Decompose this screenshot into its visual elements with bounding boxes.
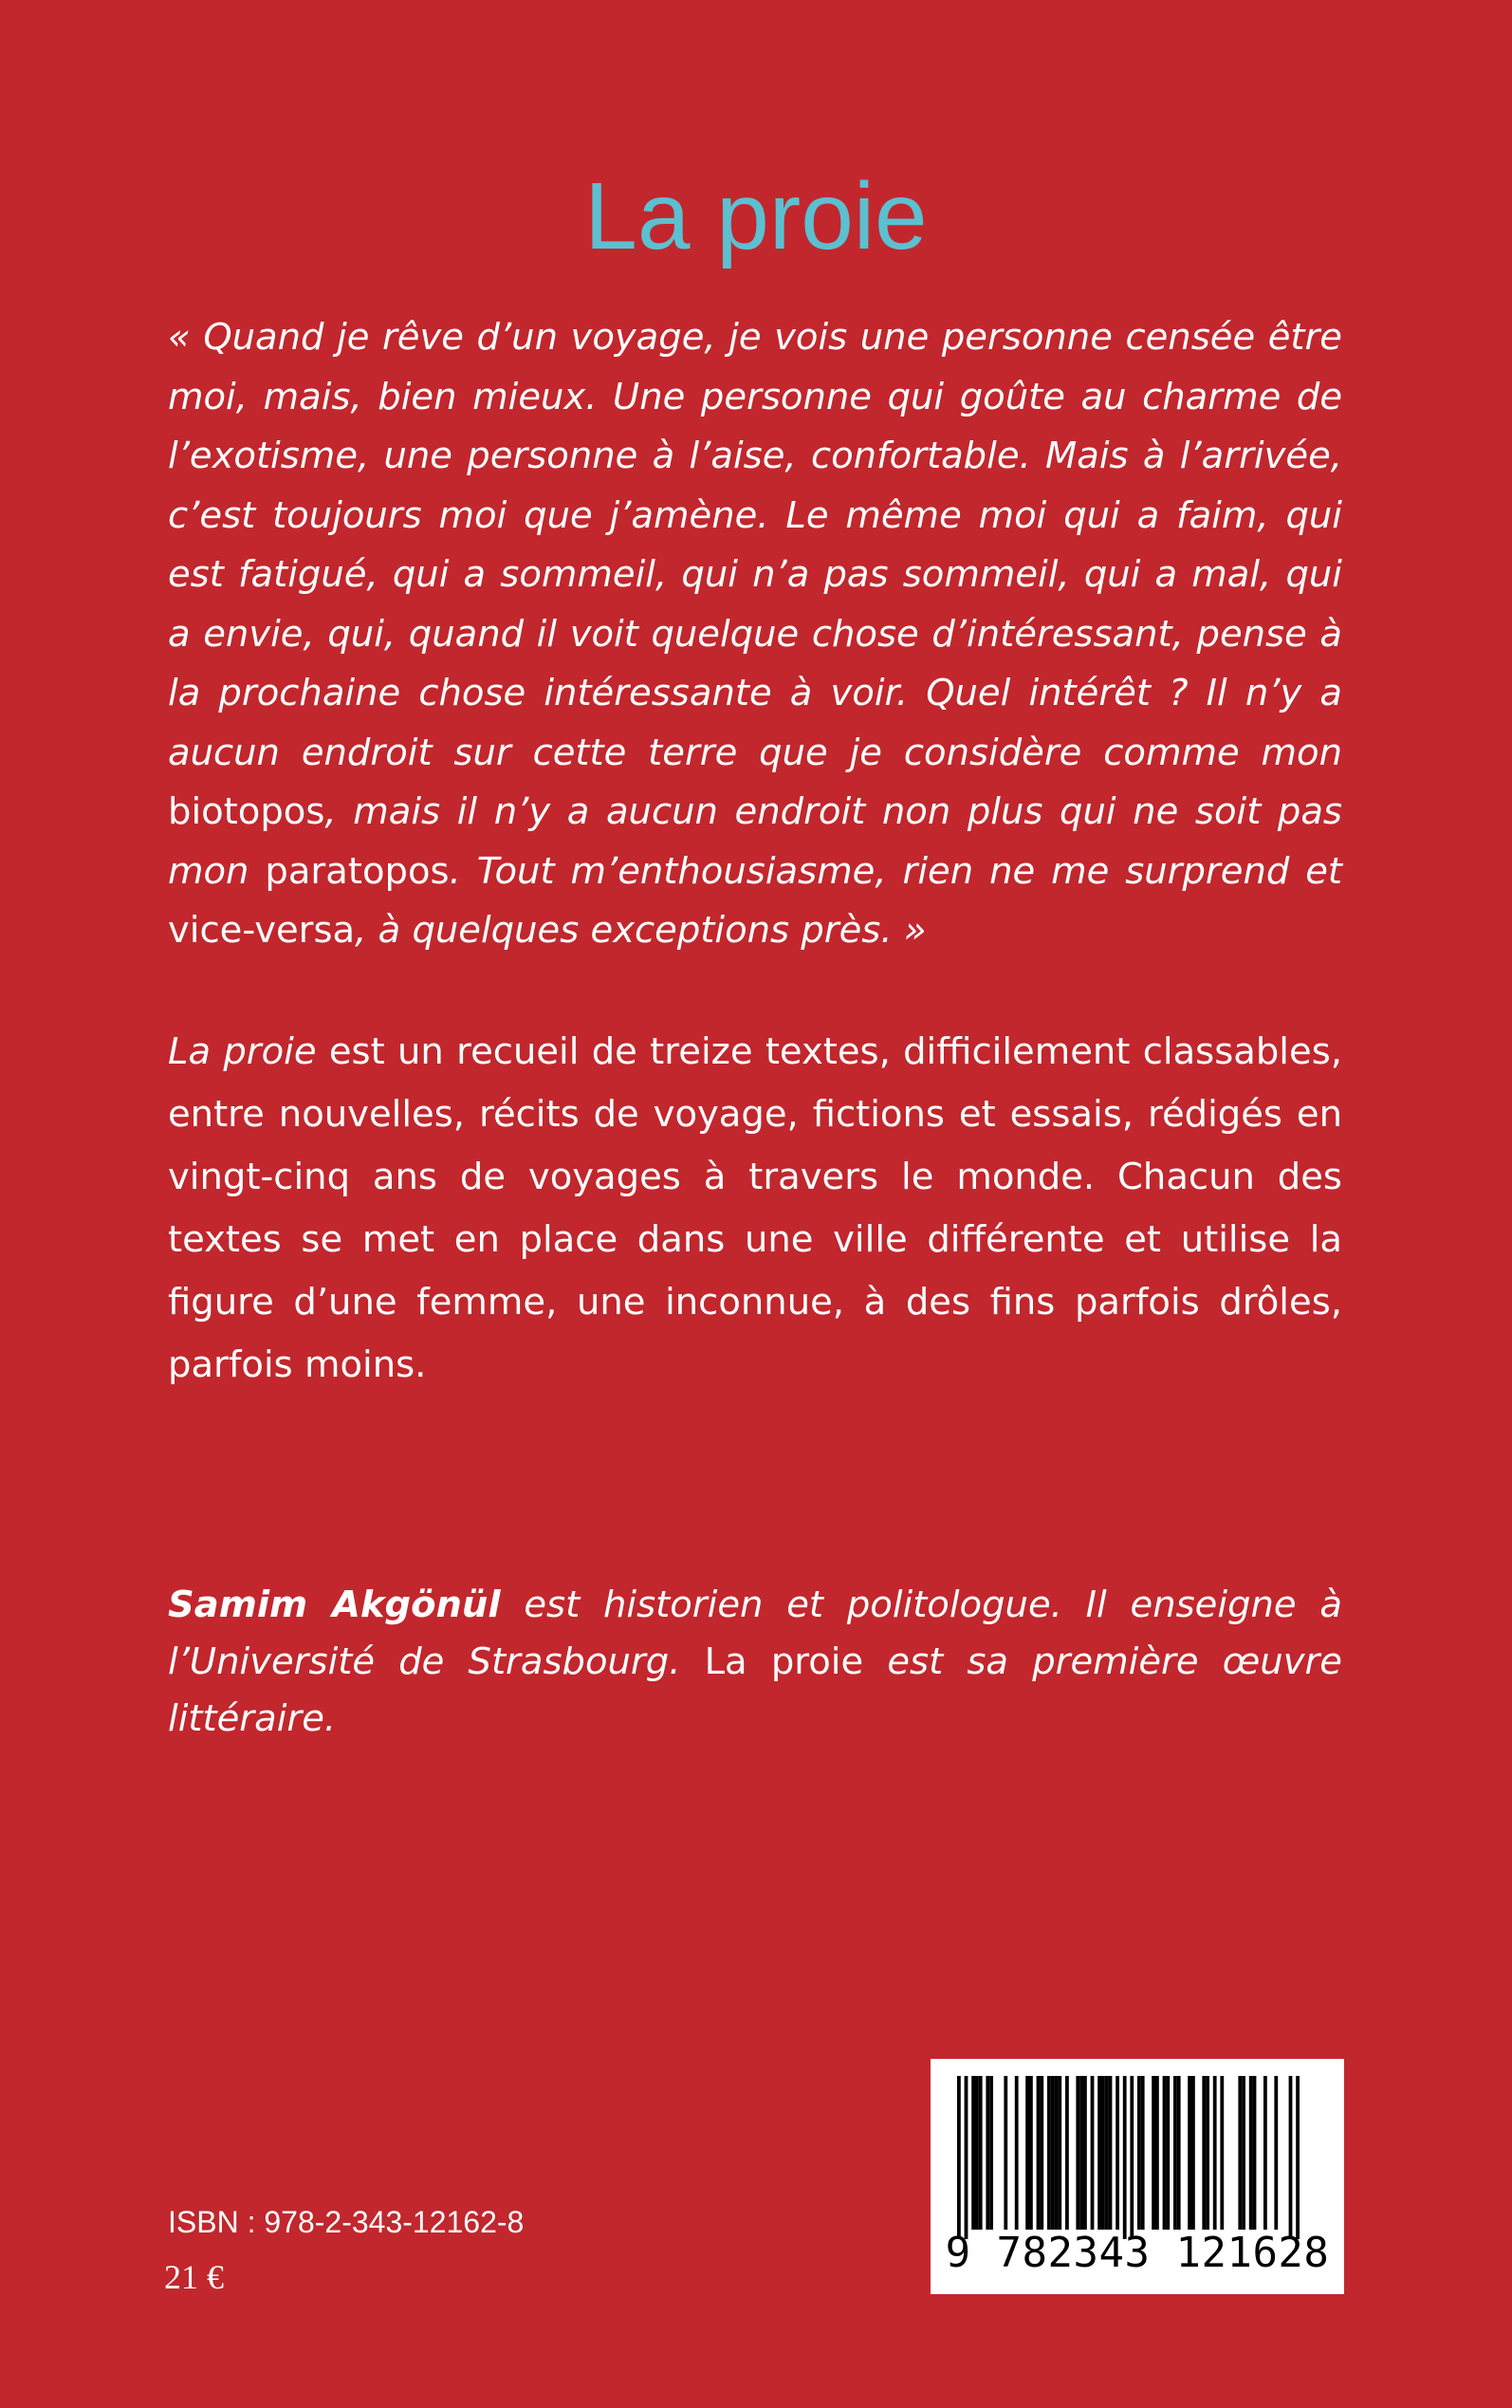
barcode-bar [1055,2076,1059,2230]
barcode-bar [1105,2076,1109,2230]
barcode-bar [1242,2076,1245,2230]
book-title: La proie [584,163,928,269]
barcode-bar [975,2076,979,2230]
description-title-ref: La proie [168,1030,317,1073]
isbn-label: ISBN : 978-2-343-12162-8 [168,2205,525,2239]
quote-text-3: . Tout m’enthousiasme, rien ne me surprend et [449,849,1343,893]
back-cover-quote [168,308,1342,961]
barcode-bar [1296,2076,1300,2239]
quote-word-vice-versa: vice-versa [168,909,356,952]
barcode-bar [1037,2076,1041,2230]
quote-text-1: « Quand je rêve d’un voyage, je vois une personne censée être moi, mais, bien mieux. Une personne qui goûte au charme de l’exotisme, une personne à l’aise, confortable. Mais à l’arrivée, c’est toujours moi que j’amène. Le même moi qui a faim, qui est fatigué, qui a sommeil, qui n’a pas sommeil, qui a mal, qui a envie, qui, quand il voit quelque chose d’intéressant, pense à la prochaine chose intéressante à voir. Quel intérêt ? Il n’y a aucun endroit sur cette terre que je considère comme mon [168,316,1342,774]
book-description [168,1021,1342,1397]
barcode-bar [989,2076,993,2230]
barcode-bar [1097,2076,1101,2230]
barcode-bar [1289,2076,1293,2239]
barcode-bar [1047,2076,1051,2230]
barcode-bar [1040,2076,1043,2230]
barcode-bar [1141,2076,1145,2230]
barcode-bar [979,2076,983,2230]
barcode-bar [1191,2076,1195,2230]
barcode-bar [1173,2076,1177,2230]
barcode-bar [1202,2076,1206,2230]
barcode-bar [971,2076,975,2230]
quote-text-2: , mais il n’y a aucun endroit non plus qui ne soit pas mon [168,790,1342,893]
barcode-bar [1249,2076,1253,2230]
barcode-bar [1079,2076,1083,2230]
barcode-bar [1213,2076,1217,2230]
author-name: Samim Akgönül [168,1584,501,1626]
description-text: est un recueil de treize textes, difficilement classables, entre nouvelles, récits de voyage, fictions et essais, rédigés en vingt-cinq ans de voyages à travers le monde. Chacun des textes se met en place dans une ville différente et utilise la figure d’une femme, une inconnue, à des fins parfois drôles, parfois moins. [168,1030,1342,1386]
barcode-bar [1152,2076,1155,2230]
barcode-bar [1253,2076,1257,2230]
quote-text-4: , à quelques exceptions près. » [355,909,927,952]
barcode-bar [1029,2076,1033,2230]
barcode-bar [1109,2076,1113,2230]
barcode-bar [1058,2076,1061,2230]
barcode-bar [1220,2076,1224,2230]
barcode-bar [1130,2076,1134,2239]
author-bio-title-ref: La proie [704,1640,864,1683]
barcode-bar [1083,2076,1087,2230]
barcode-bar [1238,2076,1242,2230]
barcode-bar [1166,2076,1170,2230]
barcode-bar [1155,2076,1159,2230]
barcode-bar [1004,2076,1007,2230]
price-label: 21 € [164,2258,224,2296]
barcode-bar [1091,2076,1095,2230]
barcode-bar [1051,2076,1055,2230]
barcode-bar [1025,2076,1029,2230]
barcode-bar [1123,2076,1127,2239]
barcode-bar [1137,2076,1141,2230]
barcode-bar [1065,2076,1069,2230]
barcode-bar [1163,2076,1167,2230]
author-bio-text-2: est sa première œuvre littéraire. [168,1640,1342,1740]
barcode [931,2059,1344,2294]
author-bio [168,1577,1342,1748]
barcode-bar [1015,2076,1019,2230]
barcode-bar [986,2076,989,2230]
barcode-bar [1116,2076,1119,2230]
barcode-bar [1206,2076,1209,2230]
barcode-bar [1101,2076,1105,2230]
quote-word-biotopos: biotopos [168,790,325,833]
barcode-bar [965,2076,968,2239]
barcode-bar [957,2076,961,2239]
barcode-bar [1263,2076,1267,2230]
barcode-bars [931,2059,1344,2239]
author-bio-text-1: est historien et politologue. Il enseigne à l’Université de Strasbourg. [168,1584,1342,1683]
barcode-bar [1177,2076,1181,2230]
barcode-bar [1274,2076,1278,2230]
barcode-bar [1188,2076,1191,2230]
barcode-digits: 9 782343 121628 [945,2229,1330,2277]
quote-word-paratopos: paratopos [265,849,450,893]
barcode-bar [1076,2076,1079,2230]
